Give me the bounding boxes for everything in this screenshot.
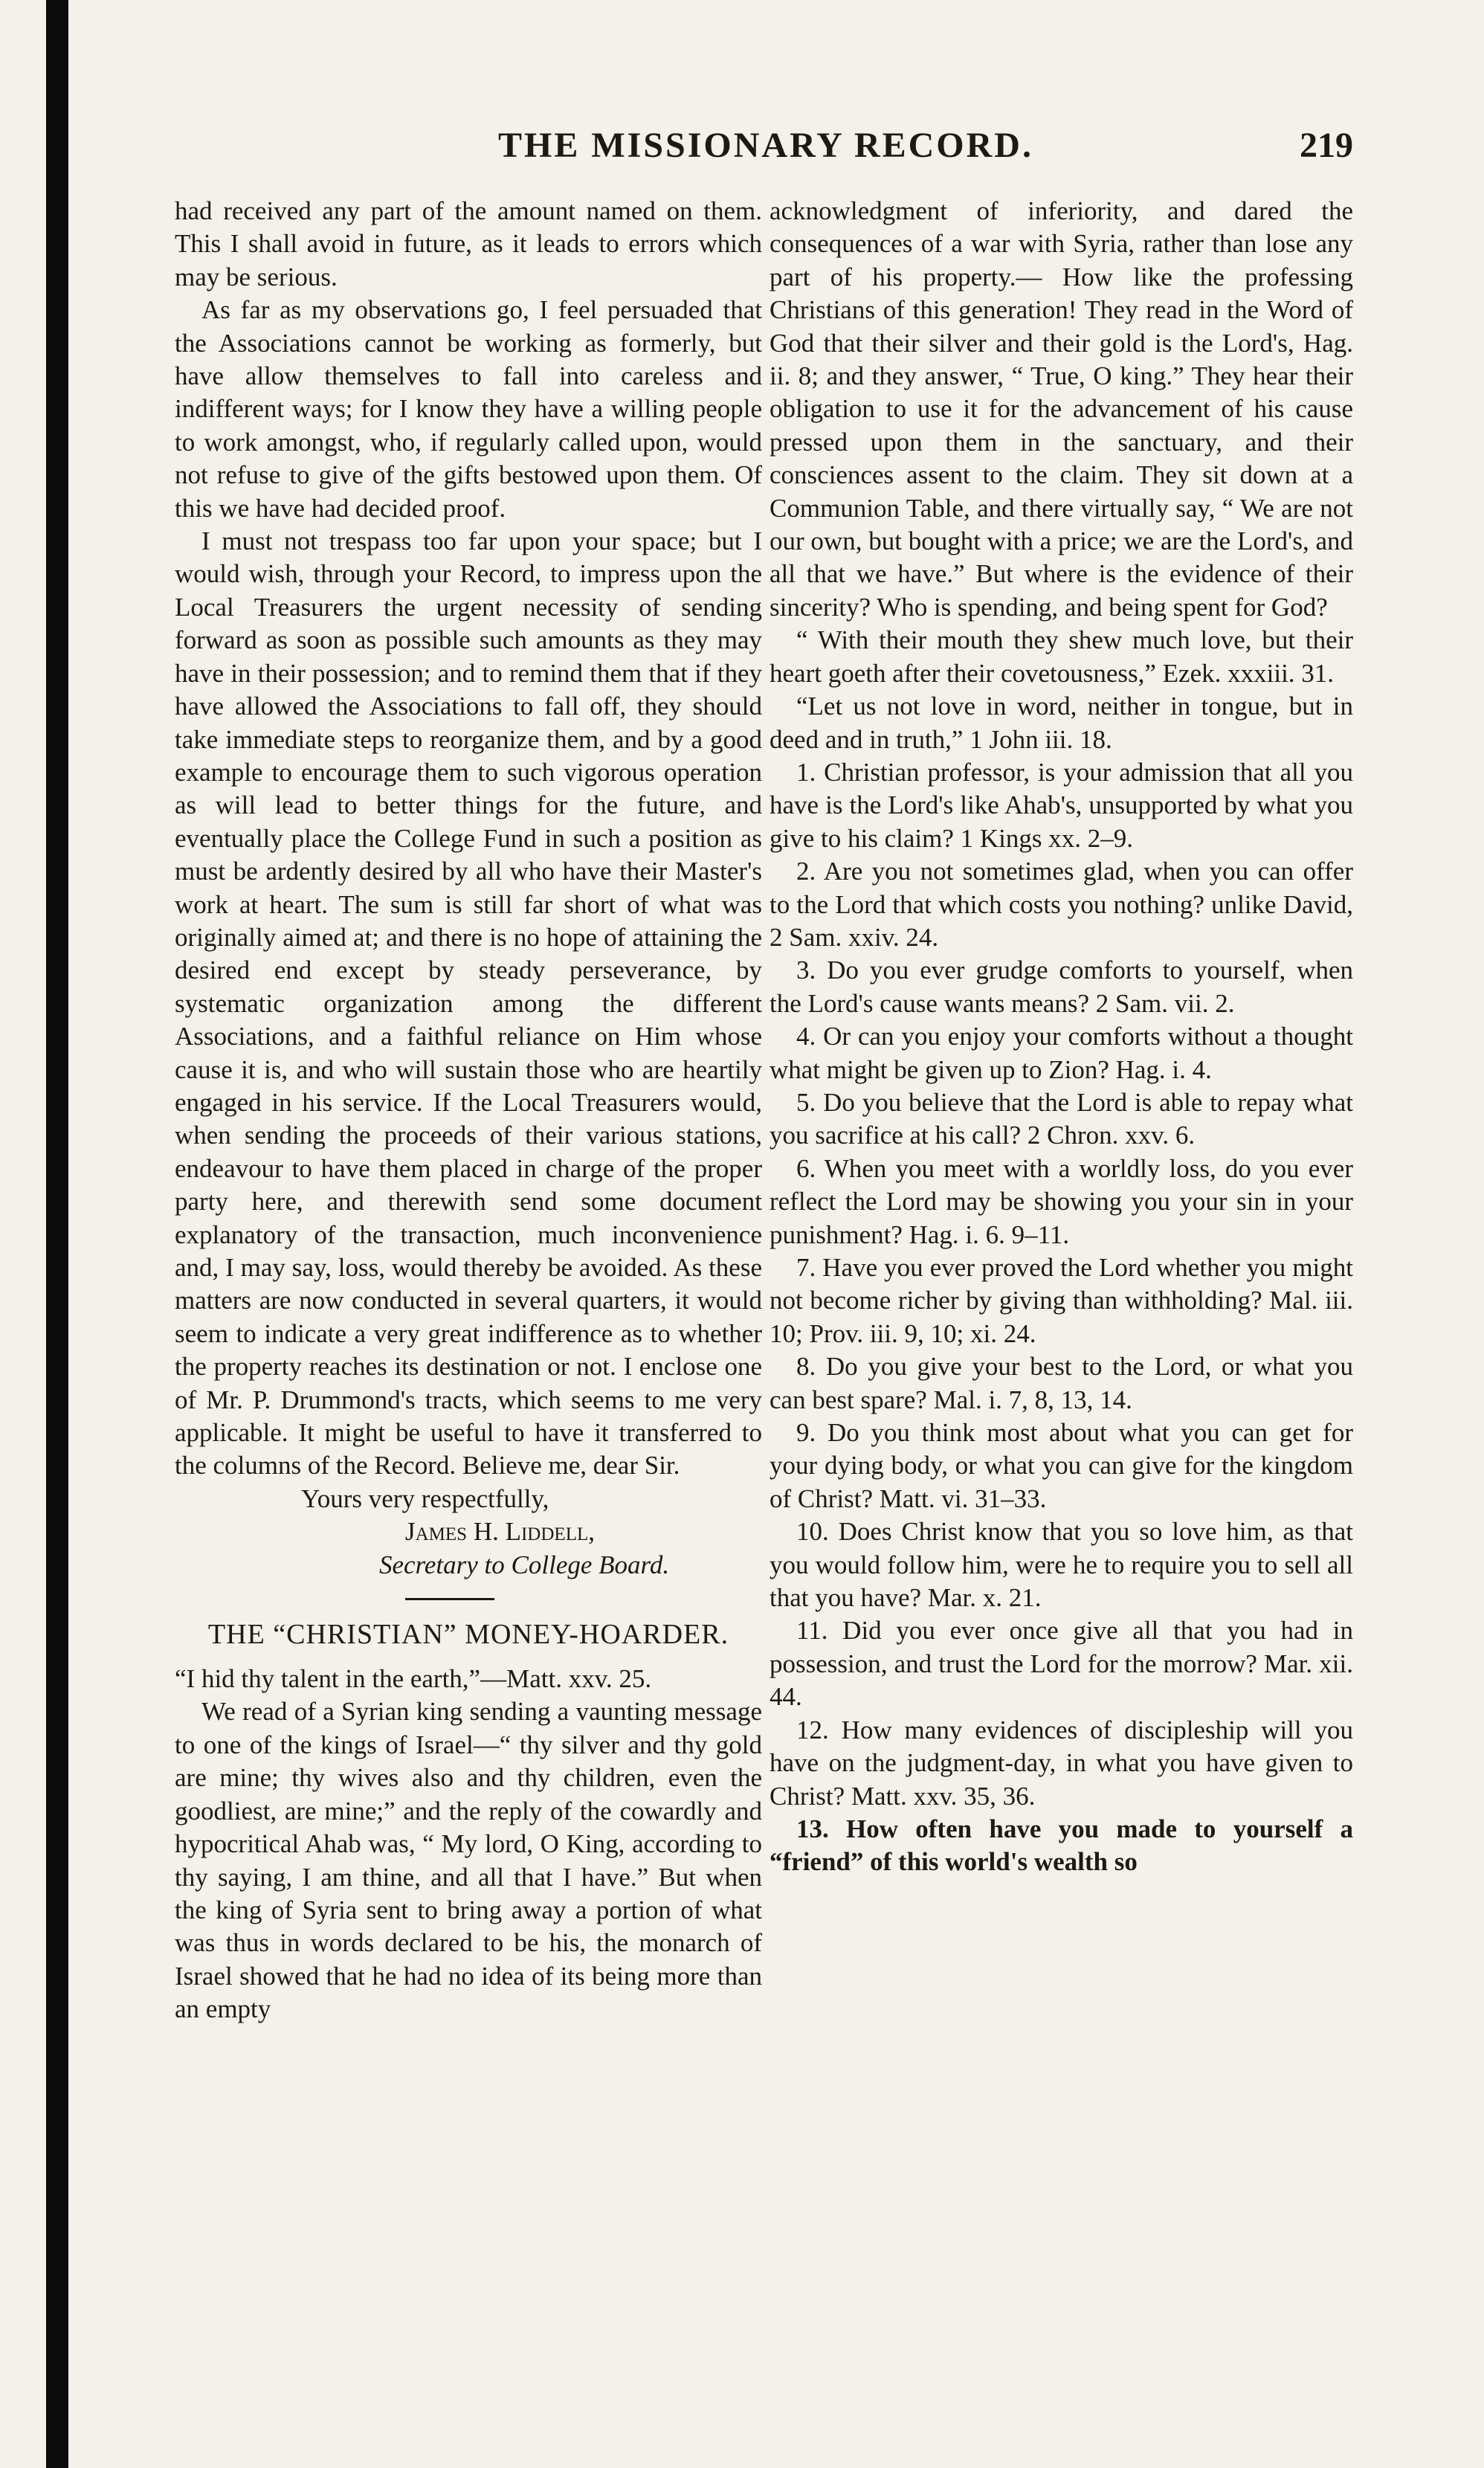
letter-paragraph-2: As far as my observations go, I feel persuaded that the Associations cannot be working as formerly, but have allow themselves to fall into careless and indifferent ways; for I know they have a willing people to work amongst, who, if regularly called upon, would not refuse to give of the gifts bestowed upon them. Of this we have had decided proof. [175, 295, 762, 523]
article-title: THE “CHRISTIAN” MONEY-HOARDER. [207, 1619, 729, 1651]
journal-title: THE MISSIONARY RECORD. [498, 126, 1033, 165]
question-3: 3. Do you ever grudge comforts to yourself, when the Lord's cause wants means? 2 Sam. vii. 2. [770, 956, 1353, 1018]
question-6: 6. When you meet with a worldly loss, do you ever reflect the Lord may be showing you your sin in your punishment? Hag. i. 6. 9–11. [770, 1153, 1353, 1249]
question-8: 8. Do you give your best to the Lord, or what you can best spare? Mal. i. 7, 8, 13, 14. [770, 1352, 1353, 1414]
scripture-quote-1: “ With their mouth they shew much love, but their heart goeth after their covetousness,” Ezek. xxxiii. 31. [770, 625, 1353, 688]
signature-name: James H. Liddell, [405, 1517, 595, 1547]
question-4: 4. Or can you enjoy your comforts without a thought what might be given up to Zion? Hag. i. 4. [770, 1022, 1353, 1084]
signature-closing: Yours very respectfully, [301, 1483, 549, 1513]
question-2: 2. Are you not sometimes glad, when you can offer to the Lord that which costs you nothing? unlike David, 2 Sam. xxiv. 24. [770, 857, 1353, 952]
left-column [175, 195, 762, 2026]
page-spine-shadow [46, 0, 68, 2468]
article-continuation: acknowledgment of inferiority, and dared the consequences of a war with Syria, rather than lose any part of his property.— How like the professing Christians of this generation! They read in the Word of God that their silver and their gold is the Lord's, Hag. ii. 8; and they answer, “ True, O king.” They hear their obligation to use it for the advancement of his cause pressed upon them in the sanctuary, and their consciences assent to the claim. They sit down at a Communion Table, and there virtually say, “ We are not our own, but bought with a price; we are the Lord's, and all that we have.” But where is the evidence of their sincerity? Who is spending, and being spent for God? [770, 196, 1353, 622]
article-epigraph: “I hid thy talent in the earth,”—Matt. xxv. 25. [175, 1664, 652, 1694]
letter-paragraph-3: I must not trespass too far upon your space; but I would wish, through your Record, to impress upon the Local Treasurers the urgent necessity of sending forward as soon as possible such amounts as they may have in their possession; and to remind them that if they have allowed the Associations to fall off, they should take immediate steps to reorganize them, and by a good example to encourage them to such vigorous operation as will lead to better things for the future, and eventually place the College Fund in such a position as must be ardently desired by all who have their Master's work at heart. The sum is still far short of what was originally aimed at; and there is no hope of attaining the desired end except by steady perseverance, by systematic organization among the different Associations, and a faithful reliance on Him whose cause it is, and who will sustain those who are heartily engaged in his service. If the Local Treasurers would, when sending the proceeds of their various stations, endeavour to have them placed in charge of the proper party here, and therewith send some document explanatory of the transaction, much inconvenience and, I may say, loss, would thereby be avoided. As these matters are now conducted in several quarters, it would seem to indicate a very great indifference as to whether the property reaches its destination or not. I enclose one of Mr. P. Drummond's tracts, which seems to me very applicable. It might be useful to have it transferred to the columns of the Record. Believe me, dear Sir. [175, 526, 762, 1481]
question-9: 9. Do you think most about what you can get for your dying body, or what you can give for the kingdom of Christ? Matt. vi. 31–33. [770, 1418, 1353, 1513]
right-column [770, 195, 1353, 1879]
question-13: 13. How often have you made to yourself a “friend” of this world's wealth so [770, 1814, 1353, 1877]
section-divider [405, 1598, 494, 1600]
question-7: 7. Have you ever proved the Lord whether you might not become richer by giving than withholding? Mal. iii. 10; Prov. iii. 9, 10; xi. 24. [770, 1253, 1353, 1348]
letter-paragraph-1: had received any part of the amount named on them. This I shall avoid in future, as it leads to errors which may be serious. [175, 196, 762, 291]
page-number: 219 [1300, 126, 1353, 165]
question-1: 1. Christian professor, is your admission that all you have is the Lord's like Ahab's, unsupported by what you give to his claim? 1 Kings xx. 2–9. [770, 757, 1353, 853]
article-body: We read of a Syrian king sending a vaunting message to one of the kings of Israel—“ thy silver and thy gold are mine; thy wives also and thy children, even the goodliest, are mine;” and the reply of the cowardly and hypocritical Ahab was, “ My lord, O King, according to thy saying, I am thine, and all that I have.” But when the king of Syria sent to bring away a portion of what was thus in words declared to be his, the monarch of Israel showed that he had no idea of its being more than an empty [175, 1697, 762, 2024]
signature-title: Secretary to College Board. [379, 1550, 670, 1579]
running-head [178, 125, 1353, 177]
scripture-quote-2: “Let us not love in word, neither in tongue, but in deed and in truth,” 1 John iii. 18. [770, 692, 1353, 754]
question-11: 11. Did you ever once give all that you had in possession, and trust the Lord for the morrow? Mar. xii. 44. [770, 1616, 1353, 1712]
question-5: 5. Do you believe that the Lord is able to repay what you sacrifice at his call? 2 Chron. xxv. 6. [770, 1087, 1353, 1150]
question-12: 12. How many evidences of discipleship will you have on the judgment-day, in what you have given to Christ? Matt. xxv. 35, 36. [770, 1715, 1353, 1811]
question-10: 10. Does Christ know that you so love him, as that you would follow him, were he to require you to sell all that you have? Mar. x. 21. [770, 1517, 1353, 1613]
